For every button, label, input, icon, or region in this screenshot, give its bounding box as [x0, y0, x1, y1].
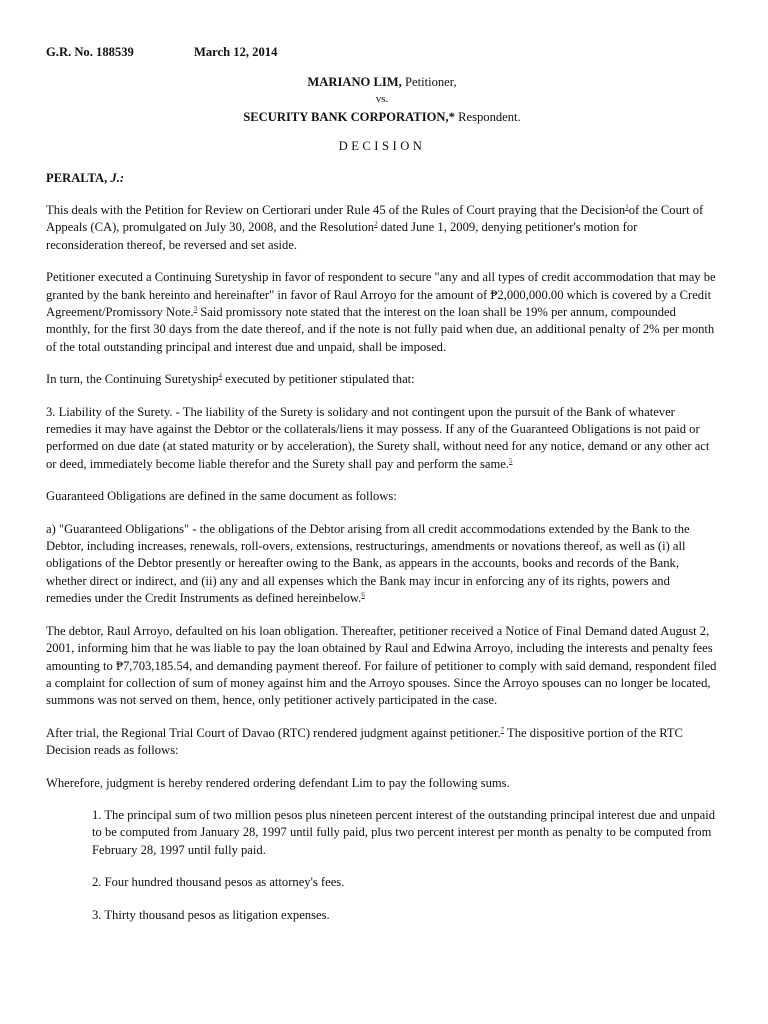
- list-item: 3. Thirty thousand pesos as litigation expenses.: [92, 907, 330, 922]
- paragraph-text: In turn, the Continuing Suretyship: [46, 372, 219, 387]
- petitioner-role: Petitioner,: [404, 75, 457, 89]
- list-item: 1. The principal sum of two million pesos plus nineteen percent interest of the outstanding principal interest due and unpaid to be computed from January 28, 1997 until fully paid, plus two percent interest per month as penalty to be computed from February 28, 1997 until fully paid.: [92, 807, 716, 857]
- versus-label: vs.: [375, 93, 389, 106]
- footnote-link[interactable]: 6: [361, 591, 365, 600]
- paragraph-text: a) "Guaranteed Obligations" - the obligations of the Debtor arising from all credit accommodations extended by the Bank to the Debtor, including increases, renewals, roll-overs, extensions, restructurings, amendments or novations thereof, as well as (i) all obligations of the Debtor presently or hereafter owing to the Bank, as appears in the accounts, books and records of the Bank, whether direct or indirect, and (ii) any and all expenses which the Bank may incur in enforcing any of its rights, powers and remedies under the Credit Instruments as defined hereinbelow.: [46, 521, 690, 606]
- decision-heading: DECISION: [338, 139, 426, 154]
- decision-date: March 12, 2014: [194, 45, 278, 59]
- paragraph-liability-clause: [46, 404, 718, 474]
- petitioner-name: MARIANO LIM,: [307, 75, 402, 89]
- paragraph-text: Said promissory note stated that the interest on the loan shall be 19% per annum, compounded monthly, for the first 30 days from the date thereof, and if the note is not fully paid when due, an additional penalty of 2% per month of the total outstanding principal and interest due and unpaid, shall be imposed.: [46, 305, 715, 354]
- paragraph-text: 3. Liability of the Surety. - The liability of the Surety is solidary and not contingent upon the pursuit of the Bank of whatever remedies it may have against the Debtor or the collaterals/liens it may possess. If any of the Guaranteed Obligations is not paid or performed on due date (at stated maturity or by acceleration), the Surety shall, without need for any notice, demand or any other act or deed, immediately become liable therefor and the Surety shall pay and perform the same.: [46, 404, 710, 471]
- ponente: [46, 170, 718, 187]
- paragraph-rtc-judgment: [46, 725, 718, 760]
- respondent-name: SECURITY BANK CORPORATION,*: [243, 109, 455, 124]
- footnote-link[interactable]: 7: [500, 725, 505, 734]
- ponente-suffix: J.:: [110, 170, 125, 185]
- paragraph-text: Petitioner executed a Continuing Suretyship in favor of respondent to secure "any and all types of credit accommodation that may be granted by the bank hereinto and hereinafter" in favor of Raul Arroyo for the amount of ₱2,000,000.00 which is covered by a Credit Agreement/Promissory Note.: [46, 270, 716, 320]
- footnote-link[interactable]: 1: [625, 202, 629, 211]
- respondent-role: Respondent.: [458, 109, 521, 124]
- paragraph-suretyship: [46, 269, 718, 356]
- list-item: 2. Four hundred thousand pesos as attorney's fees.: [92, 875, 345, 890]
- footnote-link[interactable]: 5: [509, 456, 513, 465]
- paragraph-definition-intro: Guaranteed Obligations are defined in the same document as follows:: [46, 489, 397, 504]
- footnote-link[interactable]: 4: [218, 372, 222, 381]
- paragraph-wherefore: Wherefore, judgment is hereby rendered ordering defendant Lim to pay the following sums.: [46, 775, 510, 790]
- paragraph-text: dated June 1, 2009, denying petitioner's motion for reconsideration thereof, be reversed and set aside.: [46, 220, 638, 252]
- ponente-name: PERALTA,: [46, 170, 108, 185]
- paragraph-text: The dispositive portion of the RTC Decision reads as follows:: [46, 725, 683, 758]
- footnote-link[interactable]: 2: [374, 220, 378, 229]
- paragraph-text: of the Court of Appeals (CA), promulgated on July 30, 2008, and the Resolution: [46, 202, 704, 235]
- paragraph-default: The debtor, Raul Arroyo, defaulted on his loan obligation. Thereafter, petitioner received a Notice of Final Demand dated August 2, 2001, informing him that he was liable to pay the loan obtained by Raul and Edwina Arroyo, including the interests and penalty fees amounting to ₱7,703,185.54, and demanding payment thereof. For failure of petitioner to comply with said demand, respondent filed a complaint for collection of sum of money against him and the Arroyo spouses. Since the Arroyo spouses can no longer be located, summons was not served on them, hence, only petitioner actively participated in the case.: [46, 623, 717, 708]
- paragraph-text: This deals with the Petition for Review on Certiorari under Rule 45 of the Rules of Court praying that the Decision: [46, 202, 626, 217]
- paragraph-text: After trial, the Regional Trial Court of Davao (RTC) rendered judgment against petitioner.: [46, 725, 501, 740]
- case-header: [46, 44, 718, 62]
- paragraph-stipulation-intro: [46, 371, 718, 388]
- gr-number: G.R. No. 188539: [46, 45, 134, 59]
- paragraph-text: executed by petitioner stipulated that:: [221, 372, 415, 387]
- paragraph-guaranteed-obligations: [46, 521, 718, 608]
- paragraph-intro: [46, 202, 718, 254]
- footnote-link[interactable]: 3: [193, 305, 198, 314]
- case-caption: [46, 74, 718, 126]
